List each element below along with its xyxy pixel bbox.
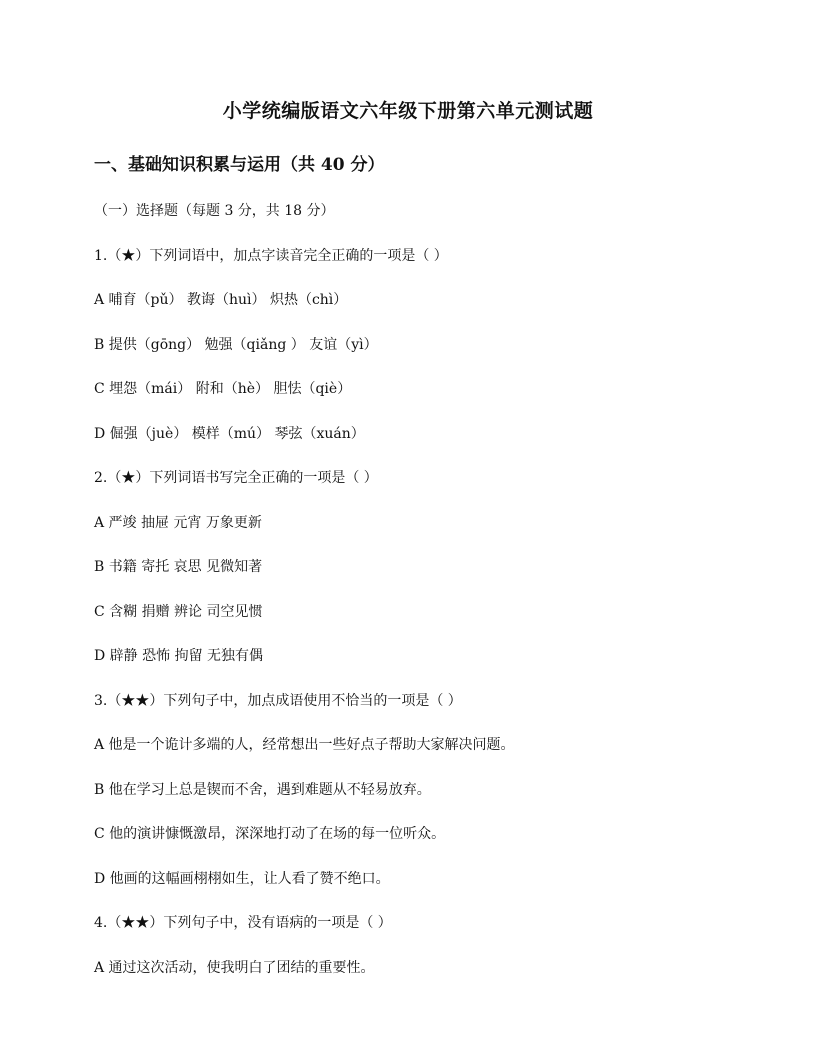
question-2-option-c: C 含糊 捐赠 辨论 司空见惯	[94, 604, 263, 620]
document-title: 小学统编版语文六年级下册第六单元测试题	[222, 100, 594, 122]
question-3-option-b: B 他在学习上总是锲而不舍，遇到难题从不轻易放弃。	[94, 782, 431, 798]
question-3-stem: 3.（★★）下列句子中，加点成语使用不恰当的一项是（ ）	[94, 693, 462, 709]
question-3-option-c: C 他的演讲慷慨激昂，深深地打动了在场的每一位听众。	[94, 826, 446, 842]
question-1-stem: 1.（★）下列词语中，加点字读音完全正确的一项是（ ）	[94, 248, 448, 264]
question-2-option-d: D 辟静 恐怖 拘留 无独有偶	[94, 648, 264, 664]
question-1-option-a: A 哺育（pǔ） 教诲（huì） 炽热（chì）	[94, 292, 348, 308]
question-1-option-c: C 埋怨（mái） 附和（hè） 胆怯（qiè）	[94, 381, 352, 397]
question-4-stem: 4.（★★）下列句子中，没有语病的一项是（ ）	[94, 915, 392, 931]
question-4-option-a: A 通过这次活动，使我明白了团结的重要性。	[94, 960, 375, 976]
question-2-option-a: A 严竣 抽屉 元宵 万象更新	[94, 515, 262, 531]
subsection-heading: （一）选择题（每题 3 分，共 18 分）	[94, 203, 335, 219]
section-heading-1: 一、基础知识积累与运用（共 40 分）	[94, 155, 385, 175]
question-3-option-d: D 他画的这幅画栩栩如生，让人看了赞不绝口。	[94, 871, 390, 887]
question-2-stem: 2.（★）下列词语书写完全正确的一项是（ ）	[94, 470, 378, 486]
question-2-option-b: B 书籍 寄托 哀思 见微知著	[94, 559, 263, 575]
question-1-option-b: B 提供（gōng） 勉强（qiǎng ） 友谊（yì）	[94, 337, 378, 353]
question-3-option-a: A 他是一个诡计多端的人，经常想出一些好点子帮助大家解决问题。	[94, 737, 515, 753]
question-1-option-d: D 倔强（juè） 模样（mú） 琴弦（xuán）	[94, 426, 365, 442]
